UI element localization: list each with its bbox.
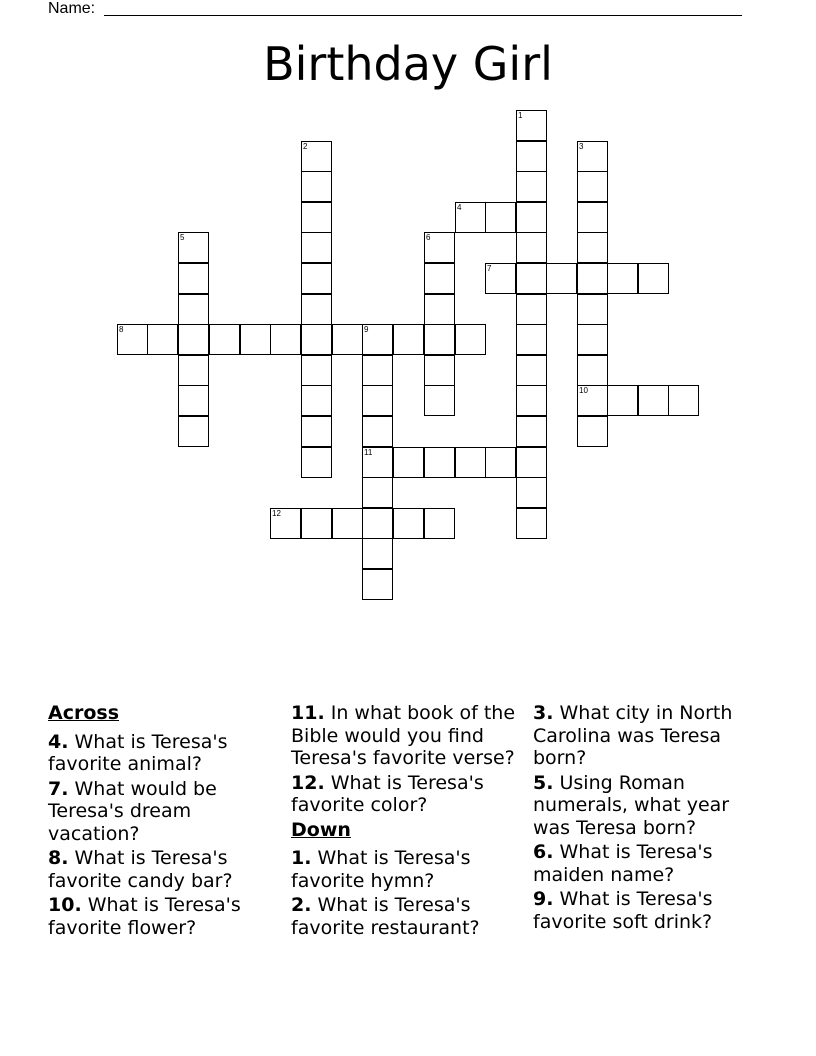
grid-cell[interactable]: [147, 324, 178, 355]
clue-number: 10.: [48, 894, 82, 916]
cell-number: 6: [426, 233, 431, 242]
grid-cell[interactable]: [455, 447, 486, 478]
clue-text: Using Roman numerals, what year was Teresa born?: [533, 771, 730, 839]
clue-number: 5.: [533, 771, 554, 794]
clue-column-1: [48, 702, 283, 941]
grid-cell[interactable]: [546, 263, 577, 294]
grid-cell[interactable]: [424, 508, 455, 539]
grid-cell[interactable]: [516, 294, 547, 325]
grid-cell[interactable]: [301, 171, 332, 202]
cell-number: 1: [518, 111, 523, 120]
clue-text: What is Teresa's favorite animal?: [48, 730, 228, 775]
grid-cell[interactable]: [424, 294, 455, 325]
grid-cell[interactable]: [577, 355, 608, 386]
grid-cell[interactable]: [577, 416, 608, 447]
down-clue-3: [533, 702, 768, 770]
grid-cell[interactable]: [424, 232, 455, 263]
cell-number: 7: [487, 264, 492, 273]
grid-cell[interactable]: [362, 385, 393, 416]
cell-number: 8: [119, 325, 124, 334]
grid-cell[interactable]: [362, 508, 393, 539]
grid-cell[interactable]: [362, 355, 393, 386]
cell-number: 10: [579, 386, 588, 395]
clue-column-2: [291, 702, 526, 941]
grid-cell[interactable]: [577, 141, 608, 172]
cell-number: 2: [303, 142, 308, 151]
clue-number: 12.: [291, 771, 325, 794]
clue-text: What is Teresa's favorite soft drink?: [533, 888, 713, 933]
grid-cell[interactable]: [516, 416, 547, 447]
grid-cell[interactable]: [516, 447, 547, 478]
clue-text: What city in North Carolina was Teresa born?: [533, 702, 733, 769]
grid-cell[interactable]: [332, 508, 363, 539]
down-clue-5: [533, 772, 768, 840]
grid-cell[interactable]: [607, 263, 638, 294]
grid-cell[interactable]: [424, 355, 455, 386]
clue-number: 2.: [291, 894, 312, 916]
down-clue-9: [533, 888, 768, 933]
grid-cell[interactable]: [485, 447, 516, 478]
grid-cell[interactable]: [424, 447, 455, 478]
grid-cell[interactable]: [516, 477, 547, 508]
grid-cell[interactable]: [485, 202, 516, 233]
grid-cell[interactable]: [301, 508, 332, 539]
down-heading: Down: [291, 818, 351, 841]
cell-number: 3: [579, 142, 584, 151]
cell-number: 12: [272, 509, 281, 518]
across-clue-11: [291, 702, 526, 770]
grid-cell[interactable]: [178, 263, 209, 294]
down-clue-1: [291, 847, 526, 892]
grid-cell[interactable]: [485, 263, 516, 294]
grid-cell[interactable]: [301, 447, 332, 478]
down-clue-2: [291, 894, 526, 939]
cell-number: 11: [364, 448, 373, 457]
clue-text: What is Teresa's favorite restaurant?: [291, 894, 480, 939]
grid-cell[interactable]: [301, 324, 332, 355]
across-clue-10: [48, 894, 283, 939]
puzzle-title: Birthday Girl: [263, 37, 553, 91]
grid-cell[interactable]: [362, 538, 393, 569]
grid-cell[interactable]: [178, 416, 209, 447]
grid-cell[interactable]: [362, 447, 393, 478]
clue-number: 6.: [533, 841, 554, 863]
clue-number: 1.: [291, 847, 312, 869]
name-label: Name:: [48, 0, 96, 17]
grid-cell[interactable]: [577, 232, 608, 263]
grid-cell[interactable]: [424, 385, 455, 416]
grid-cell[interactable]: [455, 324, 486, 355]
grid-cell[interactable]: [577, 294, 608, 325]
grid-cell[interactable]: [362, 324, 393, 355]
clue-text: In what book of the Bible would you find Teresa's favorite verse?: [291, 702, 516, 769]
grid-cell[interactable]: [668, 385, 699, 416]
grid-cell[interactable]: [332, 324, 363, 355]
grid-cell[interactable]: [270, 508, 301, 539]
clue-text: What is Teresa's favorite flower?: [48, 894, 241, 939]
grid-cell[interactable]: [117, 324, 148, 355]
grid-cell[interactable]: [270, 324, 301, 355]
grid-cell[interactable]: [516, 355, 547, 386]
grid-cell[interactable]: [516, 202, 547, 233]
grid-cell[interactable]: [638, 263, 669, 294]
grid-cell[interactable]: [178, 355, 209, 386]
grid-cell[interactable]: [301, 263, 332, 294]
grid-cell[interactable]: [424, 263, 455, 294]
grid-cell[interactable]: [301, 416, 332, 447]
clue-text: What is Teresa's favorite candy bar?: [48, 847, 233, 892]
clue-text: What is Teresa's maiden name?: [533, 841, 713, 886]
grid-cell[interactable]: [455, 202, 486, 233]
clue-number: 11.: [291, 702, 325, 724]
grid-cell[interactable]: [240, 324, 271, 355]
grid-cell[interactable]: [516, 385, 547, 416]
grid-cell[interactable]: [178, 294, 209, 325]
grid-cell[interactable]: [424, 324, 455, 355]
grid-cell[interactable]: [178, 324, 209, 355]
grid-cell[interactable]: [362, 477, 393, 508]
cell-number: 5: [180, 233, 185, 242]
grid-cell[interactable]: [516, 508, 547, 539]
clue-number: 9.: [533, 888, 554, 910]
grid-cell[interactable]: [577, 324, 608, 355]
grid-cell[interactable]: [577, 385, 608, 416]
grid-cell[interactable]: [301, 294, 332, 325]
grid-cell[interactable]: [209, 324, 240, 355]
clue-number: 8.: [48, 847, 69, 869]
down-clue-6: [533, 841, 768, 886]
grid-cell[interactable]: [516, 263, 547, 294]
grid-cell[interactable]: [301, 355, 332, 386]
grid-cell[interactable]: [577, 202, 608, 233]
grid-cell[interactable]: [516, 141, 547, 172]
grid-cell[interactable]: [301, 202, 332, 233]
grid-cell[interactable]: [577, 263, 608, 294]
grid-cell[interactable]: [301, 385, 332, 416]
grid-cell[interactable]: [362, 569, 393, 600]
grid-cell[interactable]: [301, 232, 332, 263]
clue-number: 3.: [533, 702, 554, 724]
clue-text: What is Teresa's favorite hymn?: [291, 847, 471, 892]
grid-cell[interactable]: [393, 447, 424, 478]
grid-cell[interactable]: [516, 171, 547, 202]
grid-cell[interactable]: [178, 232, 209, 263]
grid-cell[interactable]: [393, 508, 424, 539]
clue-number: 4.: [48, 730, 69, 753]
across-clue-7: [48, 778, 283, 846]
grid-cell[interactable]: [638, 385, 669, 416]
grid-cell[interactable]: [362, 416, 393, 447]
grid-cell[interactable]: [301, 141, 332, 172]
grid-cell[interactable]: [516, 232, 547, 263]
grid-cell[interactable]: [607, 385, 638, 416]
grid-cell[interactable]: [178, 385, 209, 416]
grid-cell[interactable]: [516, 110, 547, 141]
grid-cell[interactable]: [393, 324, 424, 355]
cell-number: 4: [457, 203, 462, 212]
across-heading: Across: [48, 702, 120, 724]
clue-text: What would be Teresa's dream vacation?: [48, 777, 217, 845]
cell-number: 9: [364, 325, 369, 334]
clue-text: What is Teresa's favorite color?: [291, 771, 484, 816]
clue-number: 7.: [48, 777, 69, 800]
grid-cell[interactable]: [516, 324, 547, 355]
across-clue-4: [48, 731, 283, 776]
across-clue-12: [291, 772, 526, 817]
clue-column-3: [533, 702, 768, 935]
grid-cell[interactable]: [577, 171, 608, 202]
across-clue-8: [48, 847, 283, 892]
